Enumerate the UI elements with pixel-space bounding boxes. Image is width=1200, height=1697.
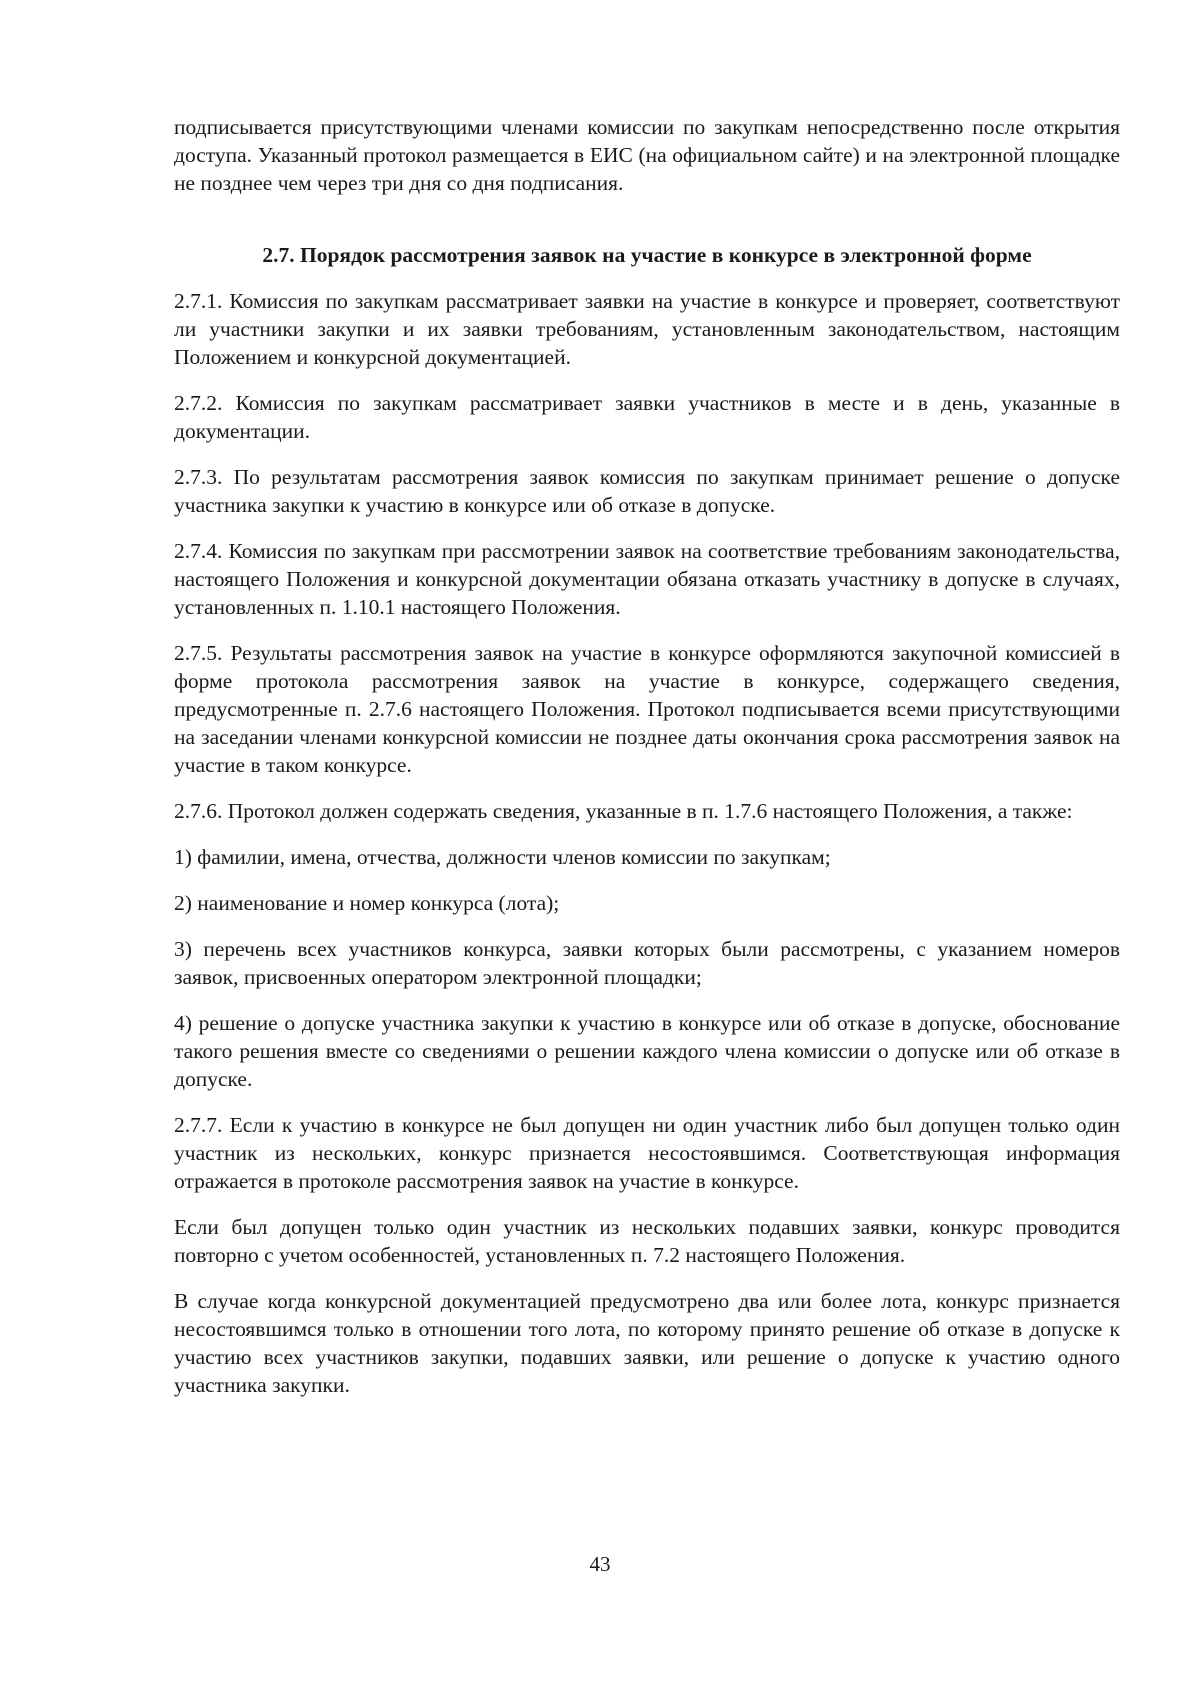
paragraph-2-7-3: 2.7.3. По результатам рассмотрения заявок комиссия по закупкам принимает решение о допуске участника закупки к участию в конкурсе или об отказе в допуске. bbox=[174, 465, 1120, 517]
paragraph-multiple-lots: В случае когда конкурсной документацией предусмотрено два или более лота, конкурс признается несостоявшимся только в отношении того лота, по которому принято решение об отказе в допуске к участию всех участников закупки, подавших заявки, или решение о допуске к участию одного участника закупки. bbox=[174, 1289, 1120, 1397]
paragraph-2-7-5: 2.7.5. Результаты рассмотрения заявок на участие в конкурсе оформляются закупочной комиссией в форме протокола рассмотрения заявок на участие в конкурсе, содержащего сведения, предусмотренные п. 2.7.6 настоящего Положения. Протокол подписывается всеми присутствующими на заседании членами конкурсной комиссии не позднее даты окончания срока рассмотрения заявок на участие в таком конкурсе. bbox=[174, 641, 1120, 777]
document-page bbox=[174, 113, 1120, 1417]
list-item-2: 2) наименование и номер конкурса (лота); bbox=[174, 891, 560, 915]
paragraph-2-7-6: 2.7.6. Протокол должен содержать сведения, указанные в п. 1.7.6 настоящего Положения, а также: bbox=[174, 799, 1073, 823]
list-item-4: 4) решение о допуске участника закупки к участию в конкурсе или об отказе в допуске, обоснование такого решения вместе со сведениями о решении каждого члена комиссии о допуске или об отказе в допуске. bbox=[174, 1011, 1120, 1091]
list-item-3: 3) перечень всех участников конкурса, заявки которых были рассмотрены, с указанием номеров заявок, присвоенных оператором электронной площадки; bbox=[174, 937, 1120, 989]
intro-paragraph: подписывается присутствующими членами комиссии по закупкам непосредственно после открытия доступа. Указанный протокол размещается в ЕИС (на официальном сайте) и на электронной площадке не позднее чем через три дня со дня подписания. bbox=[174, 115, 1120, 195]
paragraph-2-7-2: 2.7.2. Комиссия по закупкам рассматривает заявки участников в месте и в день, указанные в документации. bbox=[174, 391, 1120, 443]
paragraph-2-7-4: 2.7.4. Комиссия по закупкам при рассмотрении заявок на соответствие требованиям законодательства, настоящего Положения и конкурсной документации обязана отказать участнику в допуске в случаях, установленных п. 1.10.1 настоящего Положения. bbox=[174, 539, 1120, 619]
paragraph-single-participant: Если был допущен только один участник из нескольких подавших заявки, конкурс проводится повторно с учетом особенностей, установленных п. 7.2 настоящего Положения. bbox=[174, 1215, 1120, 1267]
page-number: 43 bbox=[589, 1552, 611, 1576]
section-heading: 2.7. Порядок рассмотрения заявок на участие в конкурсе в электронной форме bbox=[262, 243, 1032, 267]
paragraph-2-7-7: 2.7.7. Если к участию в конкурсе не был допущен ни один участник либо был допущен только один участник из нескольких, конкурс признается несостоявшимся. Соответствующая информация отражается в протоколе рассмотрения заявок на участие в конкурсе. bbox=[174, 1113, 1120, 1193]
list-item-1: 1) фамилии, имена, отчества, должности членов комиссии по закупкам; bbox=[174, 845, 831, 869]
paragraph-2-7-1: 2.7.1. Комиссия по закупкам рассматривает заявки на участие в конкурсе и проверяет, соответствуют ли участники закупки и их заявки требованиям, установленным законодательством, настоящим Положением и конкурсной документацией. bbox=[174, 289, 1120, 369]
